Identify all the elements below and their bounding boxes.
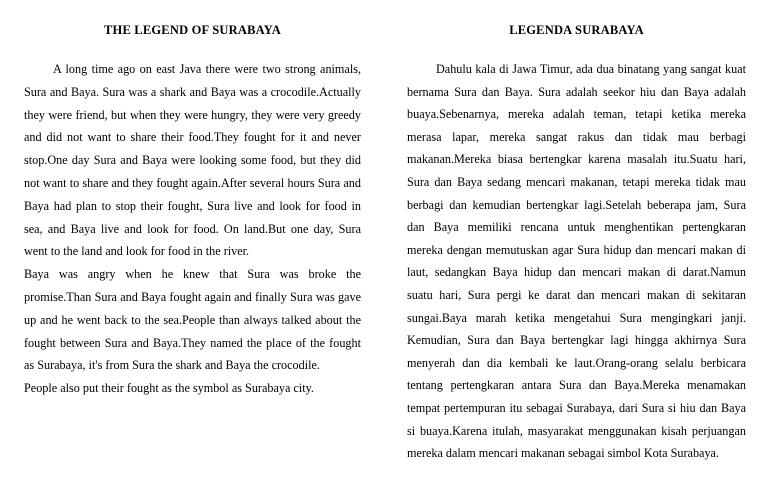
indonesian-paragraph-1: Dahulu kala di Jawa Timur, ada dua binatang yang sangat kuat bernama Sura dan Baya. Sura adalah seekor hiu dan Baya adalah buaya.Sebenarnya, mereka adalah teman, tetapi ketika mereka merasa lapar, mereka sangat rakus dan tidak mau berbagi makanan.Mereka biasa bertengkar karena masalah itu.Suatu hari, Sura dan Baya sedang mencari makanan, tetapi mereka tidak mau berbagi dan kemudian bertengkar lagi.Setelah beberapa jam, Sura dan Baya memiliki rencana untuk menghentikan pertengkaran mereka dengan memutuskan agar Sura hidup dan mencari makan di laut, sedangkan Baya hidup dan mencari makan di darat.Namun suatu hari, Sura pergi ke darat dan mencari makan di sekitaran sungai.Baya marah ketika mengetahui Sura mengingkari janji. Kemudian, Sura dan Baya bertengkar lagi hingga akhirnya Sura menyerah dan dia kembali ke laut.Orang-orang selalu berbicara tentang pertengkaran antara Sura dan Baya.Mereka menamakan tempat pertempuran itu sebagai Surabaya, dari Sura si hiu dan Baya si buaya.Karena itulah, masyarakat menggunakan kisah perjuangan mereka dalam mencari makanan sebagai simbol Kota Surabaya. bbox=[407, 62, 746, 461]
english-paragraph-3: People also put their fought as the symbol as Surabaya city. bbox=[24, 381, 314, 396]
english-title: THE LEGEND OF SURABAYA bbox=[103, 23, 281, 37]
indonesian-title: LEGENDA SURABAYA bbox=[509, 23, 644, 37]
indonesian-column bbox=[407, 20, 746, 465]
english-paragraph-1: A long time ago on east Java there were two strong animals, Sura and Baya. Sura was a shark and Baya was a crocodile.Actually they were friend, but when they were hungry, they were very greedy and did not want to share their food.They fought for it and never stop.One day Sura and Baya were looking some food, but they did not want to share and they fought again.After several hours Sura and Baya had plan to stop their fought, Sura live and look for food in sea, and Baya live and look for food. On land.But one day, Sura went to the land and look for food in the river. bbox=[24, 62, 361, 259]
english-column bbox=[24, 20, 361, 400]
english-paragraph-2: Baya was angry when he knew that Sura was broke the promise.Than Sura and Baya fought again and finally Sura was gave up and he went back to the sea.People than always talked about the fought between Sura and Baya.They named the place of the fought as Surabaya, it's from Sura the shark and Baya the crocodile. bbox=[24, 267, 361, 373]
